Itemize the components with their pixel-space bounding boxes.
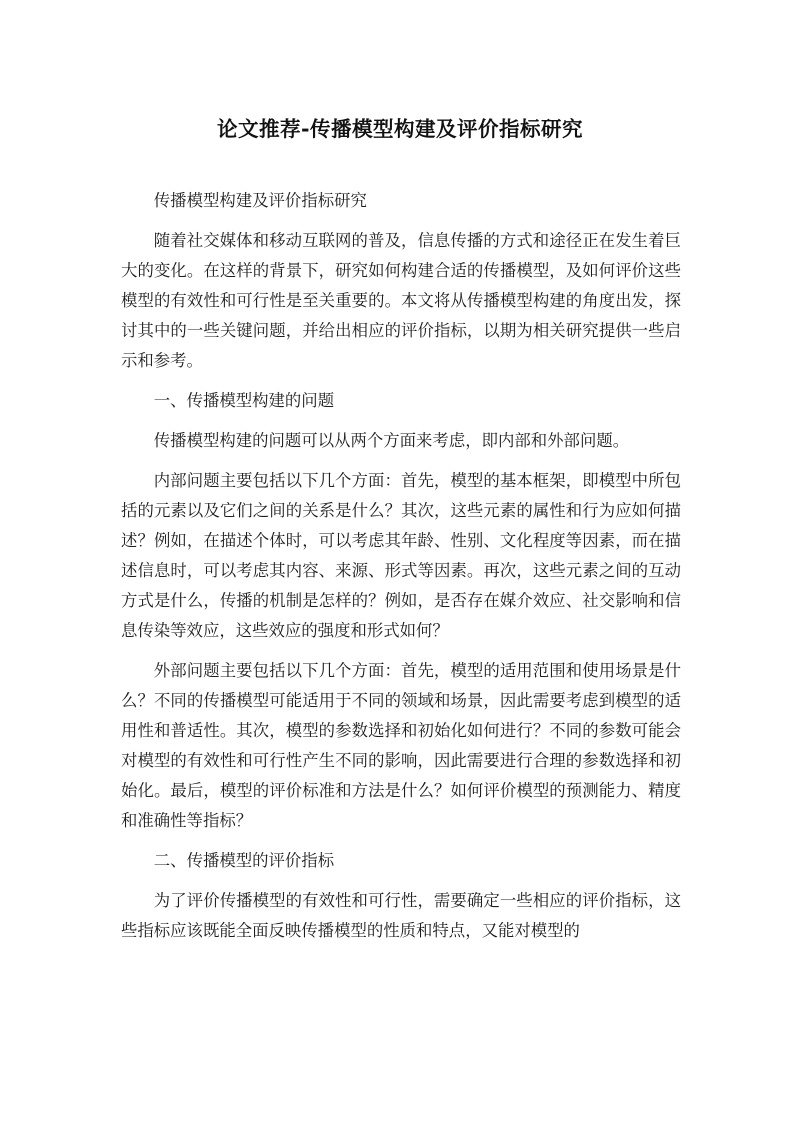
document-title: 论文推荐-传播模型构建及评价指标研究 <box>216 117 583 141</box>
section-heading-1: 一、传播模型构建的问题 <box>153 391 335 410</box>
document-body <box>121 186 681 956</box>
section1-paragraph-3: 外部问题主要包括以下几个方面：首先，模型的适用范围和使用场景是什么？不同的传播模型可能适用于不同的领域和场景，因此需要考虑到模型的适用性和普适性。其次，模型的参数选择和初始化如何进行？不同的参数可能会对模型的有效性和可行性产生不同的影响，因此需要进行合理的参数选择和初始化。最后，模型的评价标准和方法是什么？如何评价模型的预测能力、精度和准确性等指标？ <box>121 661 681 830</box>
intro-paragraph: 随着社交媒体和移动互联网的普及，信息传播的方式和途径正在发生着巨大的变化。在这样的背景下，研究如何构建合适的传播模型，及如何评价这些模型的有效性和可行性是至关重要的。本文将从传播模型构建的角度出发，探讨其中的一些关键问题，并给出相应的评价指标，以期为相关研究提供一些启示和参考。 <box>121 231 681 370</box>
document-subtitle: 传播模型构建及评价指标研究 <box>153 191 367 210</box>
section-heading-2: 二、传播模型的评价指标 <box>153 851 335 870</box>
section1-paragraph-1: 传播模型构建的问题可以从两个方面来考虑，即内部和外部问题。 <box>153 431 630 450</box>
section1-paragraph-2: 内部问题主要包括以下几个方面：首先，模型的基本框架，即模型中所包括的元素以及它们之间的关系是什么？其次，这些元素的属性和行为应如何描述？例如，在描述个体时，可以考虑其年龄、性别、文化程度等因素，而在描述信息时，可以考虑其内容、来源、形式等因素。再次，这些元素之间的互动方式是什么，传播的机制是怎样的？例如，是否存在媒介效应、社交影响和信息传染等效应，这些效应的强度和形式如何？ <box>121 471 681 640</box>
section2-paragraph-1: 为了评价传播模型的有效性和可行性，需要确定一些相应的评价指标，这些指标应该既能全面反映传播模型的性质和特点，又能对模型的 <box>121 891 681 940</box>
